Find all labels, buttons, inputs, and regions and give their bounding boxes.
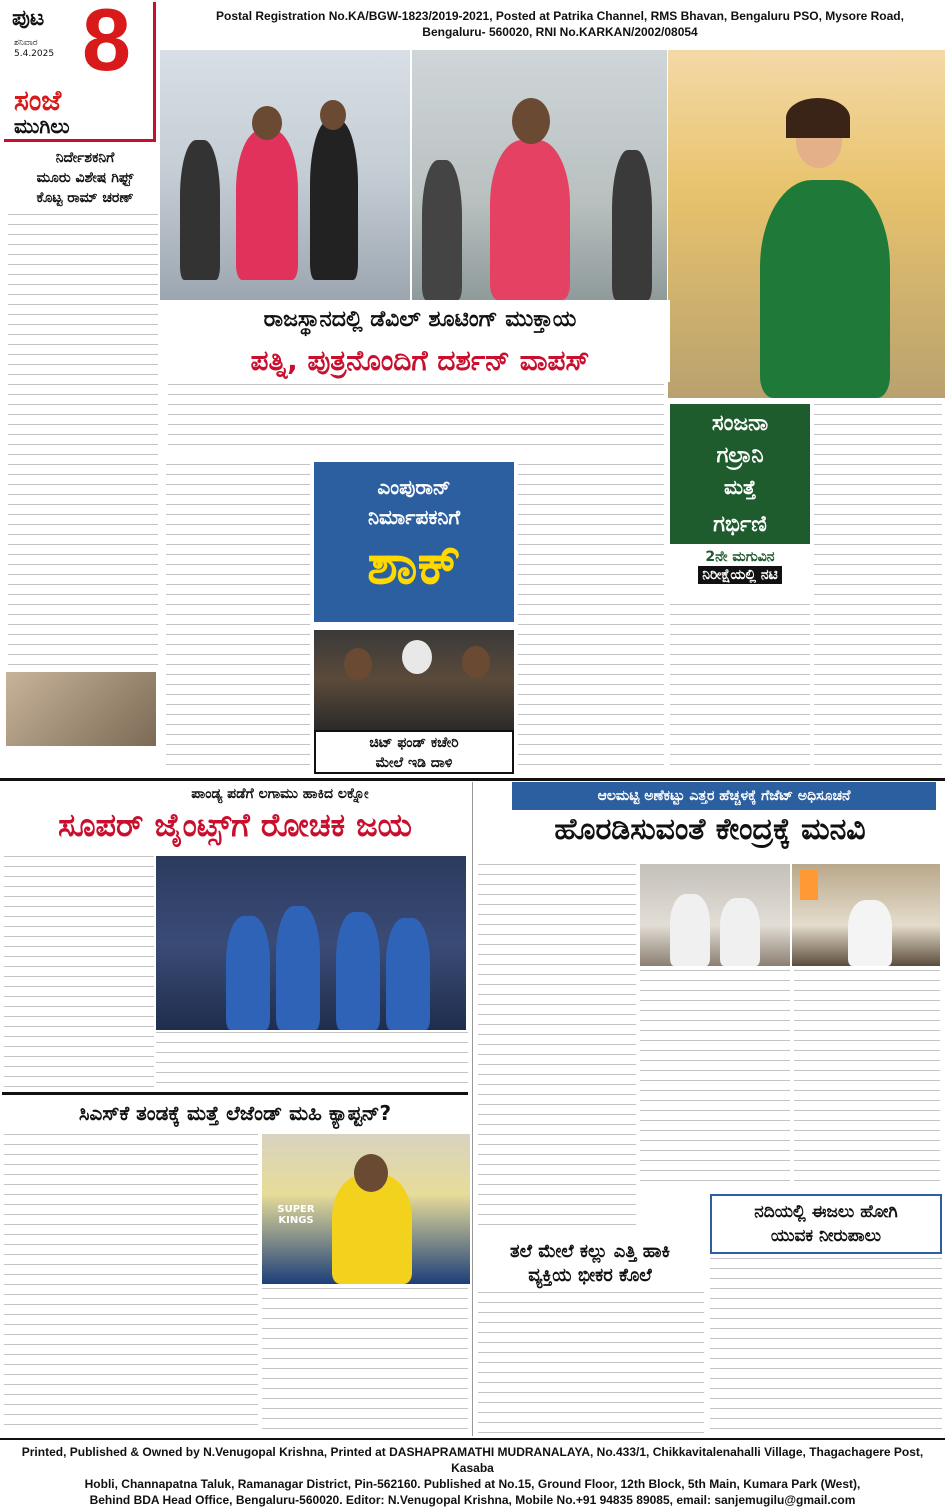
empuraan-caption-line2: ಮೇಲೆ ಇಡಿ ದಾಳಿ	[375, 755, 453, 771]
almatti-pre-headline: ಆಲಮಟ್ಟಿ ಅಣೆಕಟ್ಟು ಎತ್ತರ ಹೆಚ್ಚಳಕ್ಕೆ ಗೆಜೆಟ್ ಅಧಿಸೂಚನೆ	[512, 782, 936, 810]
murder-headline-line2: ವ್ಯಕ್ತಿಯ ಭೀಕರ ಕೊಲೆ	[528, 1265, 652, 1286]
darshan-airport-photo-2	[412, 50, 667, 300]
page-word: ಪುಟ	[12, 6, 45, 31]
weekday: ಶನಿವಾರ	[14, 38, 38, 48]
murder-headline	[476, 1240, 704, 1288]
darshan-headline-2: ಪತ್ನಿ, ಪುತ್ರನೊಂದಿಗೆ ದರ್ಶನ್ ವಾಪಸ್	[170, 340, 670, 382]
sanjana-sub-line2: ನಿರೀಕ್ಷೆಯಲ್ಲಿ ನಟಿ	[698, 566, 782, 584]
drown-headline-line2: ಯುವಕ ನೀರುಪಾಲು	[770, 1226, 882, 1246]
csk-headline: ಸಿಎಸ್‌ಕೆ ತಂಡಕ್ಕೆ ಮತ್ತೆ ಲೆಜೆಂಡ್ ಮಹಿ ಕ್ಯಾಪ್ಟನ್?	[2, 1092, 468, 1125]
empuraan-caption	[314, 730, 514, 774]
lsg-headline: ಸೂಪರ್ ಜೈಂಟ್ಸ್‌ಗೆ ರೋಚಕ ಜಯ	[58, 806, 412, 844]
lsg-team-photo	[156, 856, 466, 1030]
lsg-body-bottom	[156, 1032, 468, 1088]
imprint-line-1: Printed, Published & Owned by N.Venugopal Krishna, Printed at DASHAPRAMATHI MUDRANALAYA, No.433/1, Chikkavitalenahalli Village, Thagachagere Post, Kasaba	[21, 1445, 924, 1475]
printer-imprint	[0, 1438, 945, 1507]
csk-body-text	[4, 1134, 258, 1434]
page-number: 8	[82, 0, 131, 89]
brand-name-line2: ಮುಗಿಲು	[14, 114, 70, 138]
csk-jersey-text: SUPER KINGS	[277, 1204, 315, 1226]
murder-headline-line1: ತಲೆ ಮೇಲೆ ಕಲ್ಲು ಎತ್ತಿ ಹಾಕಿ	[510, 1241, 670, 1262]
empuraan-box	[314, 462, 514, 622]
almatti-meeting-photo-2	[792, 864, 940, 966]
almatti-body-left	[478, 864, 636, 1234]
sanjana-name-line3: ಮತ್ತೆ	[723, 475, 757, 499]
ramcharan-headline-line1: ನಿರ್ದೇಶಕನಿಗೆ	[55, 150, 115, 166]
darshan-airport-photo-1	[160, 50, 410, 300]
drown-headline-line1: ನದಿಯಲ್ಲಿ ಈಜಲು ಹೋಗಿ	[754, 1202, 898, 1222]
empuraan-line1: ಎಂಪುರಾನ್	[377, 475, 451, 499]
almatti-headline: ಹೊರಡಿಸುವಂತೆ ಕೇಂದ್ರಕ್ಕೆ ಮನವಿ	[554, 812, 866, 847]
murder-body-text	[478, 1292, 704, 1434]
imprint-line-3: Behind BDA Head Office, Bengaluru-560020. Editor: N.Venugopal Krishna, Mobile No.+91 94835 89085, email: sanjemugilu@gmail.com	[89, 1493, 856, 1507]
masthead-box	[4, 2, 156, 142]
sanjana-name-line4: ಗರ್ಭಿಣಿ	[670, 506, 810, 544]
sanjana-body-right	[814, 404, 942, 774]
lsg-pre-headline: ಪಾಂಡ್ಯ ಪಡೆಗೆ ಲಗಾಮು ಹಾಕಿದ ಲಕ್ನೋ	[191, 786, 369, 802]
ramcharan-headline-line2: ಮೂರು ವಿಶೇಷ ಗಿಫ್ಟ್	[36, 170, 134, 186]
lsg-body-left	[4, 856, 154, 1088]
empuraan-caption-line1: ಚಿಟ್ ಫಂಡ್ ಕಚೇರಿ	[369, 735, 459, 751]
ramcharan-headline	[10, 148, 160, 208]
sanjana-name-line2: ಗಲ್ರಾನಿ	[716, 443, 764, 468]
section-divider	[0, 778, 945, 781]
sanjana-sub-line1: 2ನೇ ಮಗುವಿನ	[705, 549, 775, 565]
brand-name-line1: ಸಂಜೆ	[14, 84, 62, 117]
column-divider	[472, 782, 473, 1436]
darshan-headline-1: ರಾಜಸ್ಥಾನದಲ್ಲಿ ಡೆವಿಲ್ ಶೂಟಿಂಗ್ ಮುಕ್ತಾಯ	[170, 300, 670, 340]
almatti-meeting-photo-1	[640, 864, 790, 966]
sanjana-subhead	[670, 544, 810, 600]
almatti-body-middle	[640, 970, 790, 1190]
imprint-line-2: Hobli, Channapatna Taluk, Ramanagar District, Pin-562160. Published at No.15, Ground Floor, 12th Block, 5th Main, Kumara Park (West),	[84, 1477, 861, 1491]
empuraan-body-right	[518, 464, 664, 774]
csk-body-bottom	[262, 1288, 468, 1434]
postal-line-1: Postal Registration No.KA/BGW-1823/2019-2021, Posted at Patrika Channel, RMS Bhavan, Bengaluru PSO, Mysore Road,	[216, 9, 904, 23]
darshan-body-text	[168, 384, 664, 454]
date-block	[14, 38, 54, 60]
ramcharan-headline-line3: ಕೊಟ್ಟ ರಾಮ್ ಚರಣ್	[36, 190, 134, 206]
empuraan-line2: ನಿರ್ಮಾಪಕನಿಗೆ	[367, 505, 461, 529]
postal-line-2: Bengaluru- 560020, RNI No.KARKAN/2002/08054	[422, 25, 698, 39]
empuraan-shock: ಶಾಕ್	[367, 532, 461, 597]
sanjana-photo	[668, 50, 945, 398]
ramcharan-photo	[6, 672, 156, 746]
empuraan-photo	[314, 630, 514, 730]
drown-headline-box	[710, 1194, 942, 1254]
ramcharan-body-text	[8, 214, 158, 666]
sanjana-name-line1: ಸಂಜನಾ	[711, 411, 769, 436]
empuraan-body-left	[166, 464, 310, 774]
postal-registration	[180, 8, 940, 40]
sanjana-body-left	[670, 604, 810, 774]
dhoni-photo	[262, 1134, 470, 1284]
drown-body-text	[710, 1258, 942, 1434]
almatti-body-right	[794, 970, 940, 1190]
date: 5.4.2025	[14, 49, 55, 59]
